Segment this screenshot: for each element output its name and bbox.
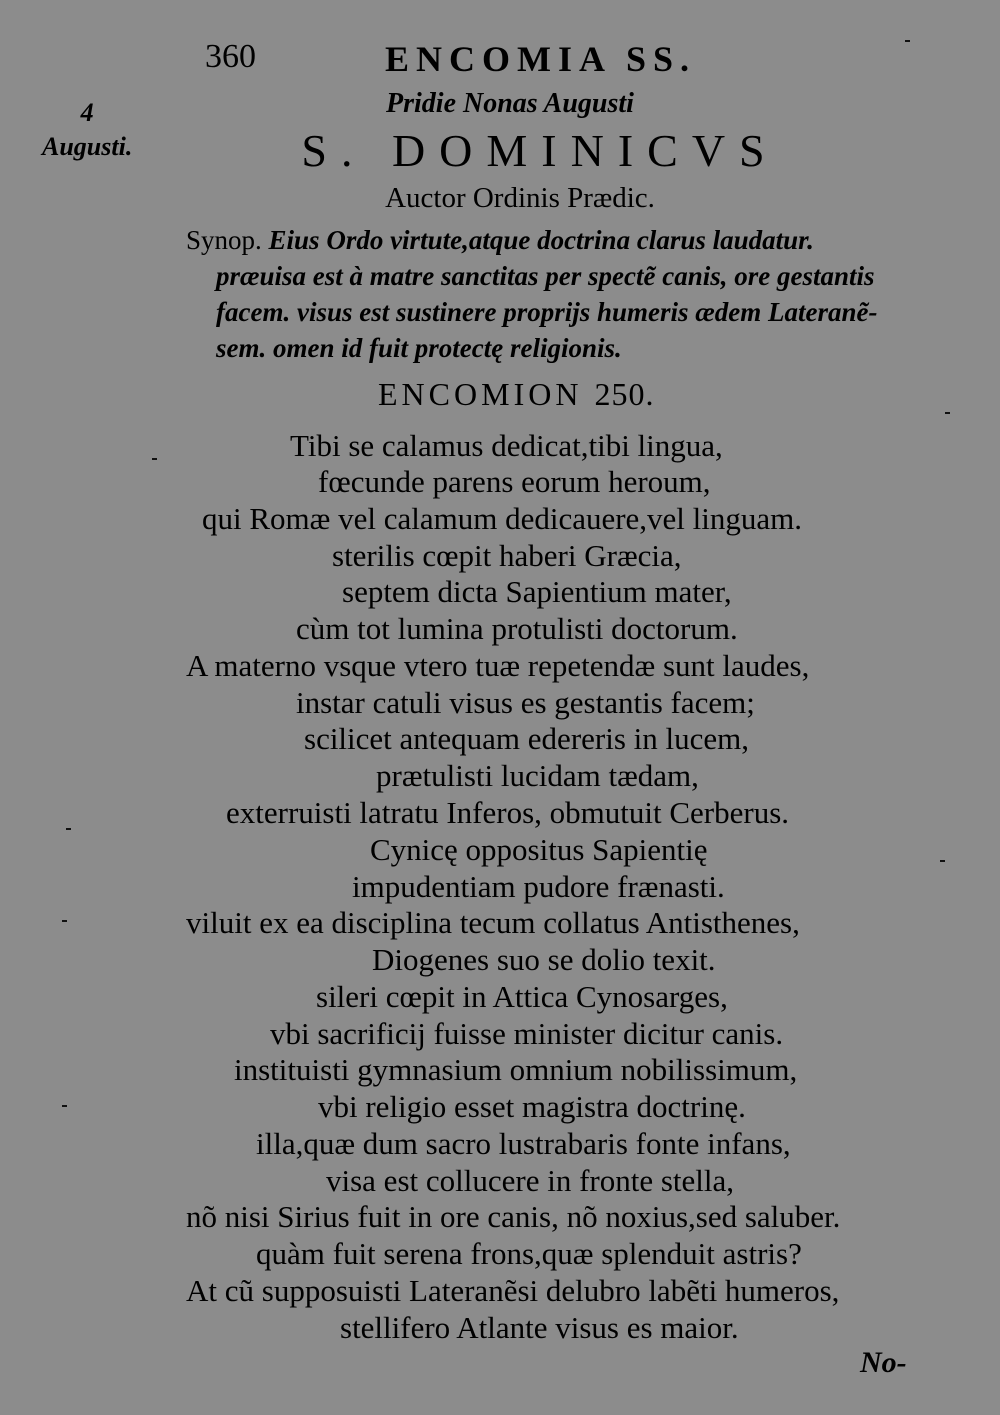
verse-line: impudentiam pudore frænasti. — [352, 869, 725, 904]
scan-speck — [940, 860, 945, 862]
verse-line: qui Romæ vel calamum dedicauere,vel linguam. — [202, 501, 803, 536]
verse-line: quàm fuit serena frons,quæ splenduit astris? — [256, 1236, 802, 1271]
encomion-number: 250. — [594, 376, 655, 412]
verse-line: sterilis cœpit haberi Græcia, — [332, 538, 682, 573]
synopsis-text: sem. omen id fuit protectę religionis. — [216, 333, 622, 363]
synopsis-text: præuisa est à matre sanctitas per spectẽ canis, ore gestantis — [216, 261, 875, 291]
verse-line: illa,quæ dum sacro lustrabaris fonte infans, — [256, 1126, 791, 1161]
verse-line: cùm tot lumina protulisti doctorum. — [296, 611, 738, 646]
date-line: Pridie Nonas Augusti — [386, 88, 634, 119]
verse-line: exterruisti latratu Inferos, obmutuit Cerberus. — [226, 795, 790, 830]
page-number: 360 — [205, 38, 256, 75]
verse-line: Tibi se calamus dedicat,tibi lingua, — [290, 428, 723, 463]
margin-note-day: 4 — [80, 98, 94, 127]
verse-line: visa est collucere in fronte stella, — [326, 1163, 735, 1198]
verse-line: nõ nisi Sirius fuit in ore canis, nõ noxius,sed saluber. — [186, 1199, 841, 1234]
verse-line: Cynicę oppositus Sapientię — [370, 832, 708, 867]
verse-line: sileri cœpit in Attica Cynosarges, — [316, 979, 728, 1014]
verse-line: stellifero Atlante visus es maior. — [340, 1310, 739, 1345]
synopsis-line — [186, 294, 956, 330]
scan-speck — [945, 412, 950, 414]
synopsis-text: facem. visus est sustinere proprijs humeris ædem Lateranẽ- — [216, 297, 878, 327]
verse-line: scilicet antequam edereris in lucem, — [304, 721, 750, 756]
synopsis-text: Eius Ordo virtute,atque doctrina clarus laudatur. — [268, 225, 814, 255]
saint-subtitle: Auctor Ordinis Prædic. — [385, 182, 655, 214]
encomion-heading — [378, 376, 654, 413]
synopsis-line — [186, 330, 956, 366]
verse-line: instituisti gymnasium omnium nobilissimum, — [234, 1052, 798, 1087]
scan-speck — [152, 458, 157, 460]
verse-line: fœcunde parens eorum heroum, — [318, 464, 711, 499]
encomion-label: ENCOMION — [378, 376, 583, 412]
verse-line: vbi religio esset magistra doctrinę. — [318, 1089, 746, 1124]
scan-speck — [62, 920, 67, 922]
verse-line: prætulisti lucidam tædam, — [376, 758, 699, 793]
saint-name: S. DOMINICVS — [301, 125, 779, 176]
verse-line: Diogenes suo se dolio texit. — [372, 942, 716, 977]
scan-speck — [905, 40, 910, 42]
synopsis — [186, 222, 956, 366]
running-title: ENCOMIA SS. — [385, 39, 697, 79]
synopsis-label: Synop. — [186, 225, 262, 255]
scan-speck — [62, 1105, 67, 1107]
verse-line: vbi sacrificij fuisse minister dicitur canis. — [270, 1016, 784, 1051]
scan-speck — [66, 828, 71, 830]
verse-line: At cũ supposuisti Lateranẽsi delubro labẽti humeros, — [186, 1273, 840, 1308]
margin-note-month: Augusti. — [42, 132, 133, 161]
verse-line: A materno vsque vtero tuæ repetendæ sunt laudes, — [186, 648, 810, 683]
catchword: No- — [860, 1346, 907, 1379]
synopsis-line — [186, 258, 956, 294]
synopsis-line — [186, 222, 956, 258]
verse-line: viluit ex ea disciplina tecum collatus Antisthenes, — [186, 905, 800, 940]
verse-line: septem dicta Sapientium mater, — [342, 574, 732, 609]
margin-note — [42, 96, 132, 164]
verse-line: instar catuli visus es gestantis facem; — [296, 685, 755, 720]
